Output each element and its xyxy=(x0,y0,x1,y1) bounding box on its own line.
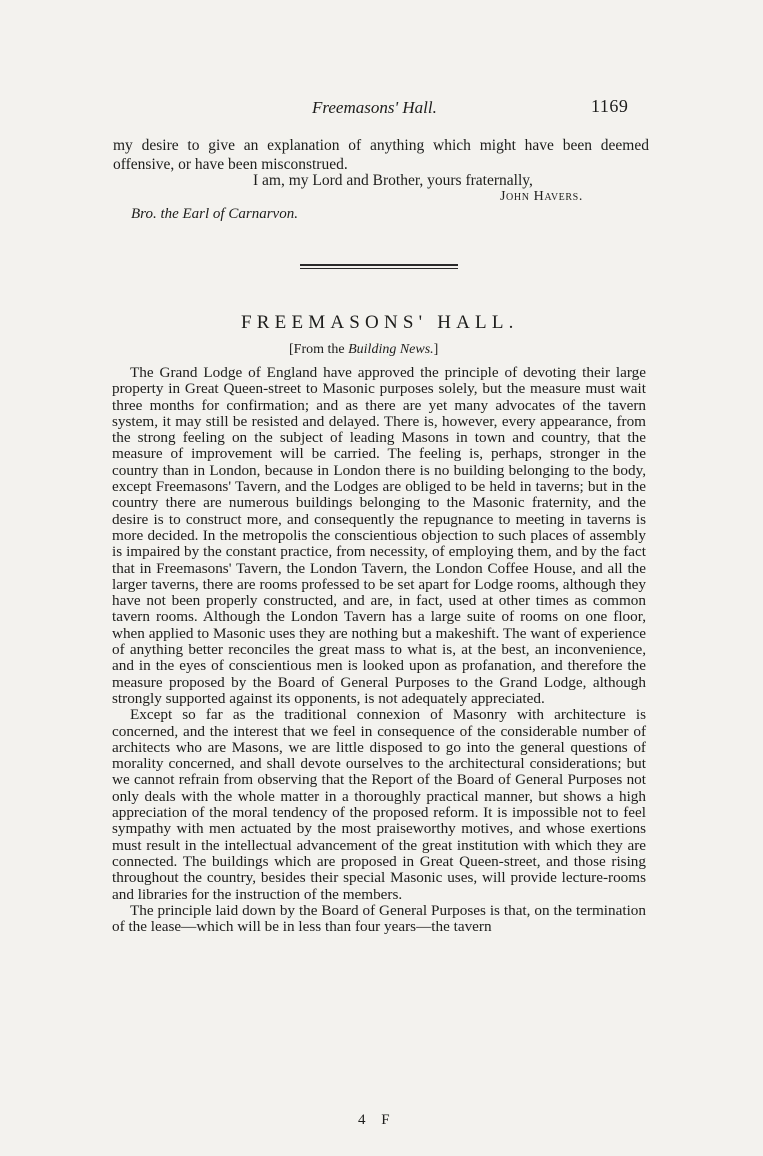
section-divider-bottom xyxy=(300,268,458,269)
source-suffix: ] xyxy=(433,342,439,357)
letter-addressee: Bro. the Earl of Carnarvon. xyxy=(131,206,298,222)
article-title: FREEMASONS' HALL. xyxy=(241,312,519,333)
printer-signature-mark: 4 F xyxy=(358,1112,396,1128)
article-body xyxy=(112,365,646,935)
article-paragraph: The Grand Lodge of England have approved the principle of devoting their large property in Great Queen-street to Masonic purposes solely, but the measure must wait three months for confirmation; and as there are yet many advocates of the tavern system, it may still be resisted and delayed. There is, however, every appearance, from the strong feeling on the subject of leading Masons in town and country, that the measure of improvement will be carried. The feeling is, perhaps, stronger in the country than in London, because in London there is no building belonging to the body, except Freemasons' Tavern, and the Lodges are obliged to be held in taverns; but in the country there are numerous buildings belonging to the Masonic fraternity, and the desire is to construct more, and consequently the repugnance to meeting in taverns is more decided. In the metropolis the conscientious objection to such places of assembly is impaired by the constant practice, from necessity, of employing them, and by the fact that in Freemasons' Tavern, the London Tavern, the London Coffee House, and all the larger taverns, there are rooms professed to be set apart for Lodge rooms, although they have not been properly constructed, and are, in fact, used at other times as common tavern rooms. Although the London Tavern has a large suite of rooms on one floor, when applied to Masonic uses they are nothing but a makeshift. The want of experience of anything better reconciles the great mass to what is, at the best, an inconvenience, and in the eyes of conscientious men is looked upon as profanation, and therefore the measure proposed by the Board of General Purposes to the Grand Lodge, although strongly supported against its opponents, is not adequately appreciated. xyxy=(112,364,646,707)
letter-closing: I am, my Lord and Brother, yours fraternally, xyxy=(253,172,533,189)
running-title: Freemasons' Hall. xyxy=(312,98,437,117)
letter-signature: John Havers. xyxy=(500,189,583,204)
source-prefix: [From the xyxy=(289,342,345,357)
letter-text: my desire to give an explanation of anything which might have been deemed offensive, or have been misconstrued. xyxy=(113,137,649,173)
article-source xyxy=(289,342,438,358)
section-divider-top xyxy=(300,264,458,266)
article-paragraph: The principle laid down by the Board of General Purposes is that, on the termination of the lease—which will be in less than four years—the tavern xyxy=(112,901,646,936)
source-name: Building News. xyxy=(348,342,434,357)
article-paragraph: Except so far as the traditional connexion of Masonry with architecture is concerned, and the interest that we feel in consequence of the considerable number of architects who are Masons, we are little disposed to go into the general questions of morality concerned, and shall devote ourselves to the architectural considerations; but we cannot refrain from observing that the Report of the Board of General Purposes not only deals with the whole matter in a thoroughly practical manner, but shows a high appreciation of the moral tendency of the proposed reform. It is impossible not to feel sympathy with men actuated by the most praiseworthy motives, and whose exertions must result in the intellectual advancement of the great institution with which they are connected. The buildings which are proposed in Great Queen-street, and those rising throughout the country, besides their special Masonic uses, will provide lecture-rooms and libraries for the instruction of the members. xyxy=(112,706,646,903)
letter-closing-paragraph xyxy=(113,136,649,174)
page-number: 1169 xyxy=(591,96,629,116)
